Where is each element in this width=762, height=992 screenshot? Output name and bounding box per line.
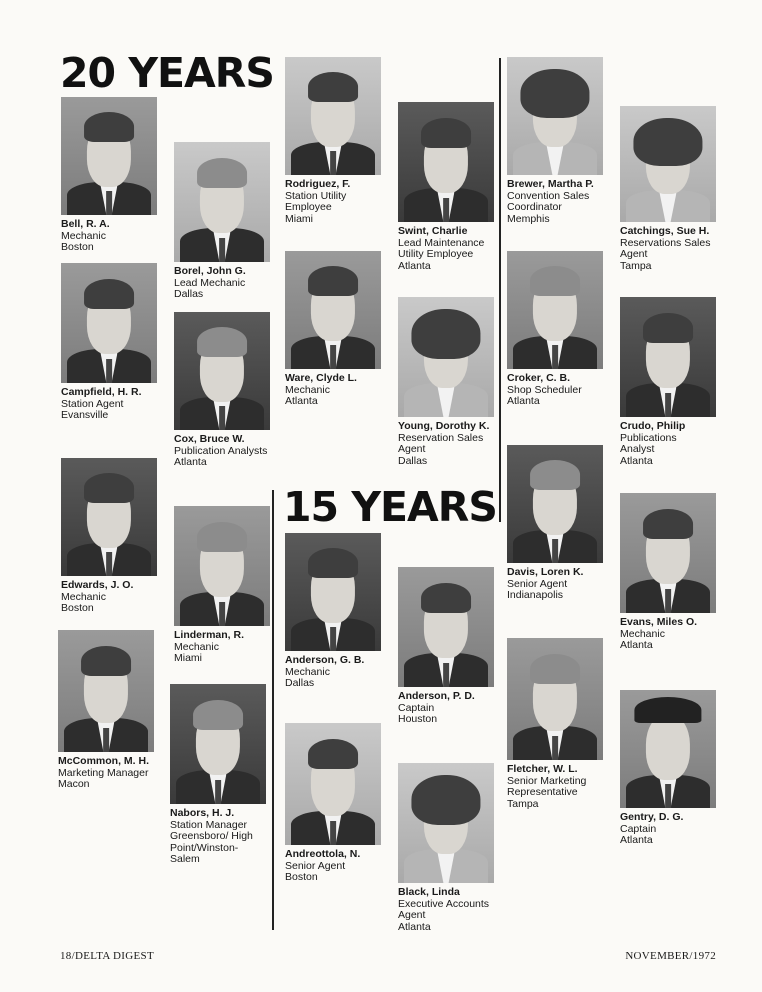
portrait-caption [61, 219, 110, 254]
footer-date: NOVEMBER/1972 [625, 950, 716, 962]
portrait-caption [285, 849, 360, 884]
employee-location: Atlanta [620, 834, 653, 846]
portrait-hair [193, 700, 243, 730]
portrait-tie [552, 345, 558, 369]
portrait-hair [411, 775, 480, 825]
employee-location: Tampa [620, 259, 652, 272]
employee-location: Atlanta [174, 456, 207, 468]
portrait-hair [197, 522, 247, 552]
employee-name: Fletcher, W. L. [507, 763, 578, 775]
employee-name: Cox, Bruce W. [174, 433, 245, 445]
portrait-tie [330, 345, 336, 369]
employee-title: Employee [285, 201, 332, 213]
employee-title: Greensboro/ High [170, 830, 253, 842]
employee-name: Rodriguez, F. [285, 178, 351, 190]
portrait-caption [507, 373, 582, 408]
portrait-tie [106, 552, 112, 576]
portrait-hair [84, 112, 134, 142]
employee-location: Tampa [507, 797, 539, 810]
portrait-caption [174, 266, 246, 301]
employee-name: Anderson, P. D. [398, 690, 475, 702]
portrait-hair [197, 158, 247, 188]
portrait-caption [398, 421, 489, 467]
portrait-tie [106, 191, 112, 215]
employee-location: Atlanta [398, 920, 431, 933]
employee-name: McCommon, M. H. [58, 755, 149, 767]
portrait-photo [507, 638, 603, 760]
portrait-caption [507, 764, 586, 810]
employee-location: Evansville [61, 409, 109, 421]
portrait-photo [398, 297, 494, 417]
employee-title: Executive Accounts [398, 897, 490, 910]
employee-title: Mechanic [285, 383, 330, 396]
employee-title: Agent [620, 248, 648, 260]
employee-title: Captain [398, 701, 435, 714]
employee-location: Atlanta [398, 259, 431, 272]
employee-name: Linderman, R. [174, 629, 245, 641]
portrait-caption [507, 179, 594, 225]
employee-name: Brewer, Martha P. [507, 178, 594, 190]
portrait-hair [530, 654, 580, 685]
portrait-tie [665, 393, 671, 417]
employee-location: Miami [285, 212, 313, 225]
portrait-hair [308, 72, 358, 102]
portrait-caption [170, 808, 253, 866]
employee-location: Houston [398, 713, 438, 725]
employee-location: Miami [174, 652, 202, 664]
portrait-tie [443, 663, 449, 687]
employee-title: Publications [620, 431, 677, 444]
employee-name: Edwards, J. O. [61, 579, 134, 591]
portrait-caption [285, 655, 364, 690]
portrait-tie [665, 589, 671, 613]
column-divider-top [499, 58, 501, 522]
portrait-caption [620, 226, 710, 272]
employee-name: Davis, Loren K. [507, 566, 584, 578]
portrait-tie [443, 198, 449, 222]
portrait-photo [507, 251, 603, 369]
portrait-tie [103, 728, 109, 752]
portrait-hair [308, 739, 358, 770]
employee-title: Station Utility [285, 189, 347, 202]
portrait-caption [174, 434, 267, 469]
portrait-caption [285, 179, 350, 225]
portrait-hair [643, 509, 693, 539]
pilot-cap-icon [634, 697, 701, 723]
employee-location: Dallas [174, 288, 204, 300]
portrait-caption [61, 387, 142, 422]
portrait-photo [398, 763, 494, 883]
portrait-photo [285, 251, 381, 369]
employee-title: Point/Winston- [170, 841, 239, 854]
employee-title: Coordinator [507, 201, 562, 213]
employee-title: Station Manager [170, 818, 248, 831]
portrait-photo [61, 458, 157, 576]
portrait-photo [285, 723, 381, 845]
employee-title: Mechanic [174, 640, 219, 653]
employee-title: Convention Sales [507, 189, 590, 202]
employee-title: Shop Scheduler [507, 383, 582, 396]
employee-location: Dallas [398, 454, 428, 467]
portrait-hair [633, 118, 702, 167]
portrait-photo [174, 312, 270, 430]
portrait-caption [58, 756, 149, 791]
employee-name: Evans, Miles O. [620, 616, 698, 628]
portrait-tie [330, 151, 336, 175]
portrait-photo [285, 533, 381, 651]
portrait-photo [58, 630, 154, 752]
employee-title: Mechanic [620, 627, 665, 640]
employee-name: Young, Dorothy K. [398, 420, 490, 432]
employee-name: Gentry, D. G. [620, 811, 684, 823]
employee-title: Representative [507, 786, 578, 798]
employee-name: Ware, Clyde L. [285, 372, 357, 384]
employee-title: Station Agent [61, 397, 124, 410]
footer-folio: 18/DELTA DIGEST [60, 950, 154, 962]
portrait-hair [84, 279, 134, 309]
portrait-hair [421, 583, 471, 613]
portrait-caption [398, 226, 484, 272]
employee-location: Dallas [285, 677, 315, 689]
portrait-photo [620, 690, 716, 808]
portrait-caption [620, 421, 685, 467]
employee-name: Campfield, H. R. [61, 386, 142, 398]
portrait-hair [643, 313, 693, 343]
employee-name: Borel, John G. [174, 265, 246, 277]
employee-title: Lead Maintenance [398, 236, 485, 249]
employee-name: Black, Linda [398, 886, 460, 898]
employee-title: Senior Marketing [507, 774, 587, 787]
employee-title: Senior Agent [285, 859, 346, 872]
employee-name: Anderson, G. B. [285, 654, 365, 666]
employee-title: Lead Mechanic [174, 276, 246, 289]
employee-title: Agent [398, 909, 426, 921]
portrait-photo [170, 684, 266, 804]
portrait-hair [411, 309, 480, 359]
employee-title: Mechanic [285, 665, 330, 678]
portrait-photo [61, 263, 157, 383]
employee-location: Indianapolis [507, 589, 564, 601]
portrait-photo [398, 102, 494, 222]
employee-name: Andreottola, N. [285, 848, 361, 860]
employee-location: Atlanta [285, 395, 318, 407]
employee-name: Bell, R. A. [61, 218, 110, 230]
employee-title: Utility Employee [398, 248, 474, 260]
portrait-caption [61, 580, 133, 615]
employee-name: Croker, C. B. [507, 372, 571, 384]
heading-20-years: 20 YEARS [60, 49, 274, 97]
employee-location: Macon [58, 778, 90, 790]
employee-title: Reservations Sales [620, 236, 711, 249]
portrait-tie [665, 784, 671, 808]
portrait-photo [507, 57, 603, 175]
portrait-hair [530, 460, 580, 490]
employee-title: Mechanic [61, 229, 106, 242]
portrait-caption [507, 567, 583, 602]
portrait-caption [285, 373, 357, 408]
employee-location: Atlanta [507, 395, 540, 407]
employee-title: Reservation Sales [398, 431, 484, 444]
employee-title: Captain [620, 822, 657, 835]
portrait-photo [507, 445, 603, 563]
portrait-caption [398, 887, 489, 933]
portrait-hair [520, 69, 589, 119]
employee-name: Swint, Charlie [398, 225, 468, 237]
portrait-face [646, 714, 690, 780]
portrait-photo [620, 106, 716, 222]
portrait-tie [552, 736, 558, 760]
portrait-tie [330, 821, 336, 845]
portrait-hair [421, 118, 471, 148]
employee-location: Atlanta [620, 639, 653, 651]
portrait-tie [106, 359, 112, 383]
employee-name: Crudo, Philip [620, 420, 686, 432]
portrait-tie [552, 539, 558, 563]
portrait-hair [530, 266, 580, 296]
portrait-hair [197, 327, 247, 357]
employee-location: Boston [61, 602, 94, 614]
portrait-photo [620, 493, 716, 613]
employee-location: Atlanta [620, 454, 653, 467]
portrait-hair [81, 646, 131, 677]
portrait-caption [620, 812, 683, 847]
portrait-caption [398, 691, 475, 726]
employee-location: Salem [170, 853, 200, 865]
employee-name: Nabors, H. J. [170, 807, 235, 819]
portrait-tie [219, 238, 225, 262]
employee-title: Publication Analysts [174, 444, 268, 457]
portrait-caption [174, 630, 244, 665]
portrait-photo [398, 567, 494, 687]
portrait-photo [285, 57, 381, 175]
portrait-tie [219, 602, 225, 626]
portrait-photo [620, 297, 716, 417]
portrait-photo [61, 97, 157, 215]
portrait-tie [215, 780, 221, 804]
heading-15-years: 15 YEARS [283, 483, 497, 531]
employee-name: Catchings, Sue H. [620, 225, 710, 237]
employee-location: Boston [285, 871, 318, 883]
portrait-photo [174, 142, 270, 262]
employee-title: Senior Agent [507, 577, 568, 590]
portrait-photo [174, 506, 270, 626]
portrait-tie [330, 627, 336, 651]
column-divider-bottom [272, 490, 274, 930]
employee-location: Boston [61, 241, 94, 253]
portrait-caption [620, 617, 697, 652]
portrait-tie [219, 406, 225, 430]
portrait-hair [84, 473, 134, 503]
employee-title: Mechanic [61, 590, 106, 603]
portrait-hair [308, 548, 358, 578]
employee-location: Memphis [507, 212, 550, 225]
employee-title: Agent [398, 443, 426, 455]
employee-title: Analyst [620, 443, 655, 455]
portrait-hair [308, 266, 358, 296]
employee-title: Marketing Manager [58, 766, 149, 779]
